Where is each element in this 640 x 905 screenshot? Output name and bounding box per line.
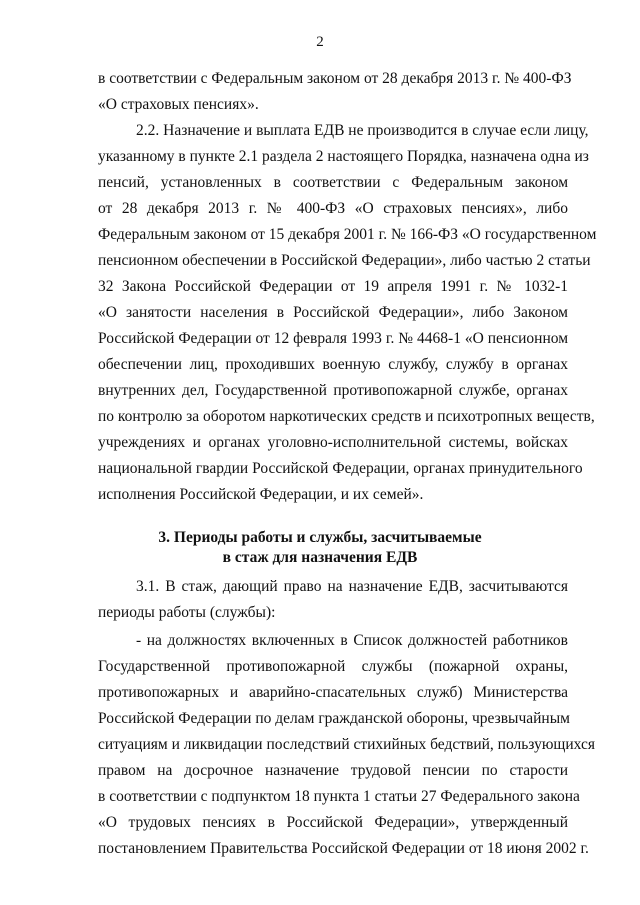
section-heading: 3. Периоды работы и службы, засчитываемые (158, 529, 482, 546)
text-line: «О трудовых пенсиях в Российской Федерации», утвержденный (98, 814, 568, 831)
text-line: исполнения Российской Федерации, и их семей». (98, 486, 424, 503)
text-line: Российской Федерации по делам гражданской обороны, чрезвычайным (98, 710, 570, 727)
text-line: правом на досрочное назначение трудовой пенсии по старости (98, 762, 568, 779)
text-line: Государственной противопожарной службы (пожарной охраны, (98, 658, 568, 675)
text-line: пенсионном обеспечении в Российской Федерации», либо частью 2 статьи (98, 252, 591, 269)
text-line: учреждениях и органах уголовно-исполнительной системы, войсках (98, 434, 568, 451)
section-heading: в стаж для назначения ЕДВ (222, 549, 418, 566)
text-line: национальной гвардии Российской Федерации, органах принудительного (98, 460, 583, 477)
text-line: обеспечении лиц, проходивших военную службу, службу в органах (98, 356, 568, 373)
page-number: 2 (316, 34, 324, 50)
text-line: внутренних дел, Государственной противопожарной службе, органах (98, 382, 568, 399)
text-line: - на должностях включенных в Список должностей работников (136, 632, 568, 649)
text-line: по контролю за оборотом наркотических средств и психотропных веществ, (98, 408, 595, 425)
text-line: 2.2. Назначение и выплата ЕДВ не производится в случае если лицу, (136, 122, 589, 139)
text-line: указанному в пункте 2.1 раздела 2 настоящего Порядка, назначена одна из (98, 148, 589, 165)
text-line: от 28 декабря 2013 г. № 400-ФЗ «О страховых пенсиях», либо (98, 200, 568, 217)
text-line: «О страховых пенсиях». (98, 96, 259, 113)
text-line: в соответствии с подпунктом 18 пункта 1 статьи 27 Федерального закона (98, 788, 580, 805)
text-line: 3.1. В стаж, дающий право на назначение ЕДВ, засчитываются (136, 578, 568, 595)
text-line: 32 Закона Российской Федерации от 19 апреля 1991 г. № 1032-1 (98, 278, 568, 295)
text-line: Федеральным законом от 15 декабря 2001 г. № 166-ФЗ «О государственном (98, 226, 597, 243)
text-line: периоды работы (службы): (98, 604, 276, 621)
text-line: пенсий, установленных в соответствии с Федеральным законом (98, 174, 568, 191)
text-line: противопожарных и аварийно-спасательных служб) Министерства (98, 684, 568, 701)
text-line: в соответствии с Федеральным законом от 28 декабря 2013 г. № 400-ФЗ (98, 70, 572, 87)
text-line: «О занятости населения в Российской Федерации», либо Законом (98, 304, 568, 321)
text-line: постановлением Правительства Российской Федерации от 18 июня 2002 г. (98, 840, 589, 857)
text-line: ситуациям и ликвидации последствий стихийных бедствий, пользующихся (98, 736, 595, 753)
text-line: Российской Федерации от 12 февраля 1993 г. № 4468-1 «О пенсионном (98, 330, 568, 347)
